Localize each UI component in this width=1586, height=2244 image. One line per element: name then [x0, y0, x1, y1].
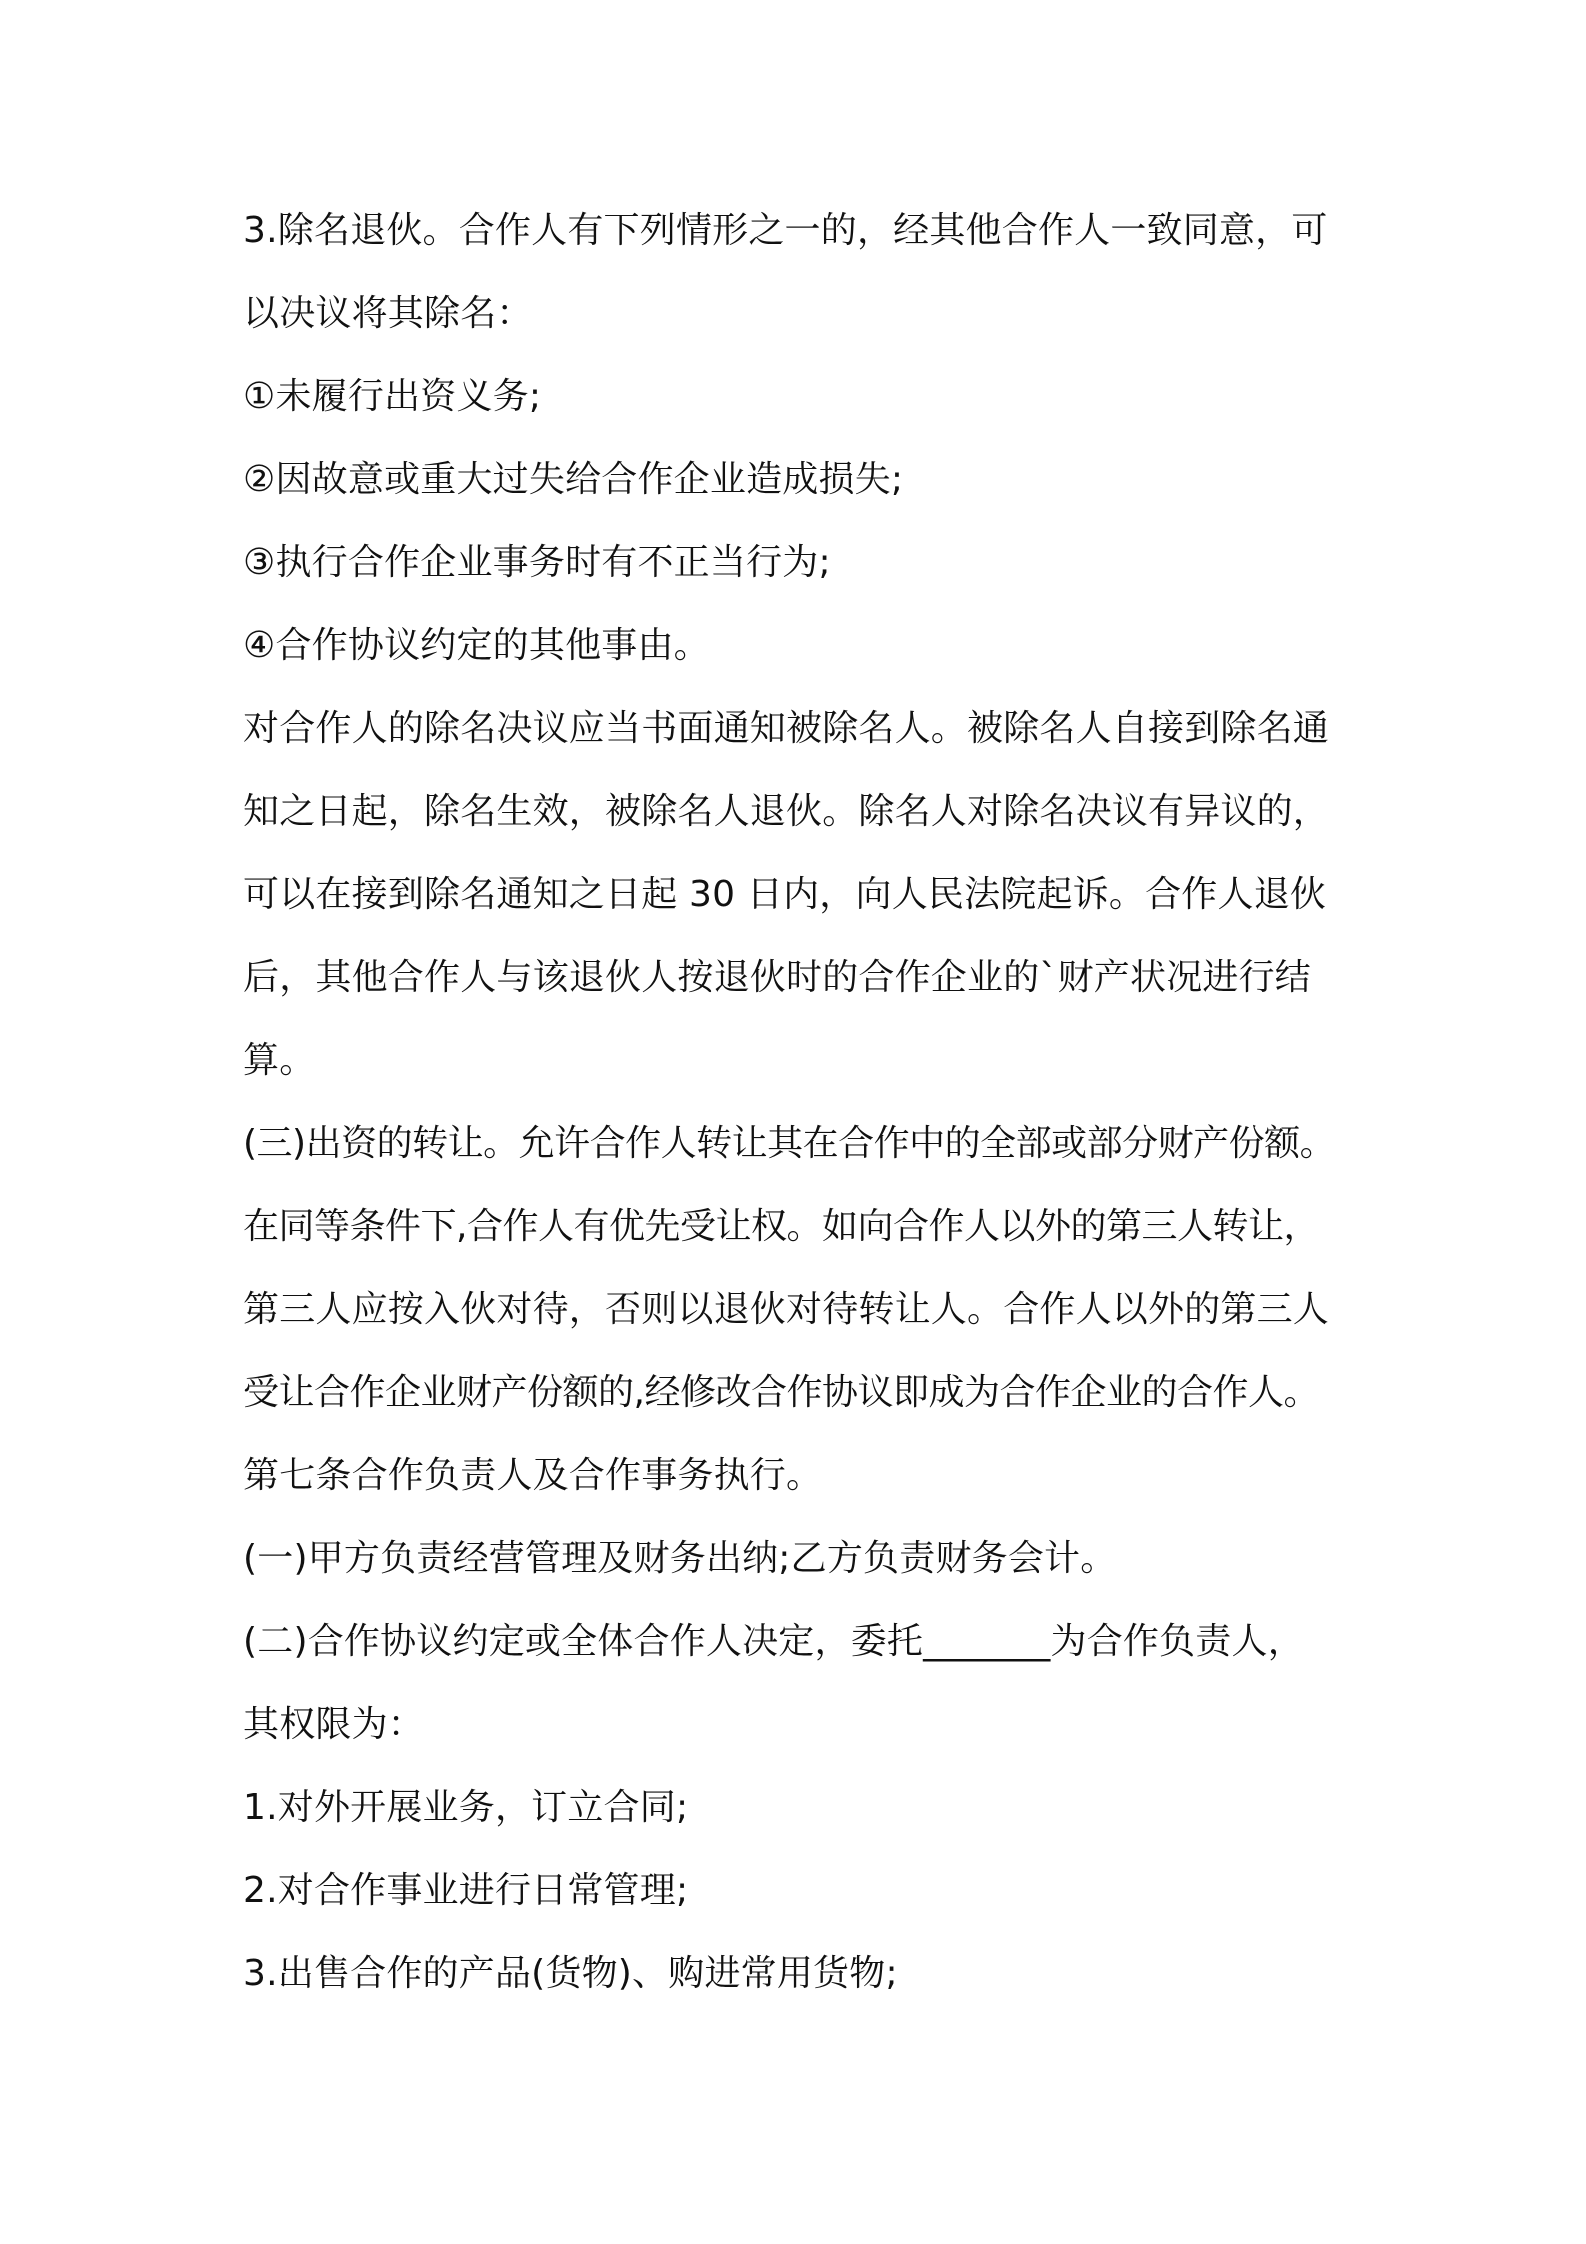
text-line: (二)合作协议约定或全体合作人决定，委托_______为合作负责人， — [243, 1621, 1304, 1662]
text-line: 3.除名退伙。合作人有下列情形之一的，经其他合作人一致同意，可 — [243, 210, 1328, 251]
text-line: 可以在接到除名通知之日起 30 日内，向人民法院起诉。合作人退伙 — [243, 874, 1327, 915]
text-line: 算。 — [243, 1040, 316, 1081]
list-item: ④合作协议约定的其他事由。 — [243, 625, 710, 666]
document-body — [243, 198, 1378, 2024]
section-heading: 第七条合作负责人及合作事务执行。 — [243, 1455, 823, 1496]
list-item: 1.对外开展业务，订立合同; — [243, 1787, 689, 1828]
text-line: 对合作人的除名决议应当书面通知被除名人。被除名人自接到除名通 — [243, 708, 1330, 749]
list-item: ③执行合作企业事务时有不正当行为; — [243, 542, 831, 583]
text-line: 第三人应按入伙对待，否则以退伙对待转让人。合作人以外的第三人 — [243, 1289, 1330, 1330]
text-line: 在同等条件下,合作人有优先受让权。如向合作人以外的第三人转让， — [243, 1206, 1319, 1247]
list-item: ①未履行出资义务; — [243, 376, 542, 417]
text-line: 后，其他合作人与该退伙人按退伙时的合作企业的`财产状况进行结 — [243, 957, 1312, 998]
list-item: 3.出售合作的产品(货物)、购进常用货物; — [243, 1953, 898, 1994]
text-line: 其权限为： — [243, 1704, 425, 1745]
text-line: 受让合作企业财产份额的,经修改合作协议即成为合作企业的合作人。 — [243, 1372, 1319, 1413]
text-line: 以决议将其除名： — [243, 293, 533, 334]
text-line: (三)出资的转让。允许合作人转让其在合作中的全部或部分财产份额。 — [243, 1123, 1336, 1164]
text-line: 知之日起，除名生效，被除名人退伙。除名人对除名决议有异议的， — [243, 791, 1330, 832]
text-line: (一)甲方负责经营管理及财务出纳;乙方负责财务会计。 — [243, 1538, 1117, 1579]
list-item: ②因故意或重大过失给合作企业造成损失; — [243, 459, 904, 500]
list-item: 2.对合作事业进行日常管理; — [243, 1870, 689, 1911]
